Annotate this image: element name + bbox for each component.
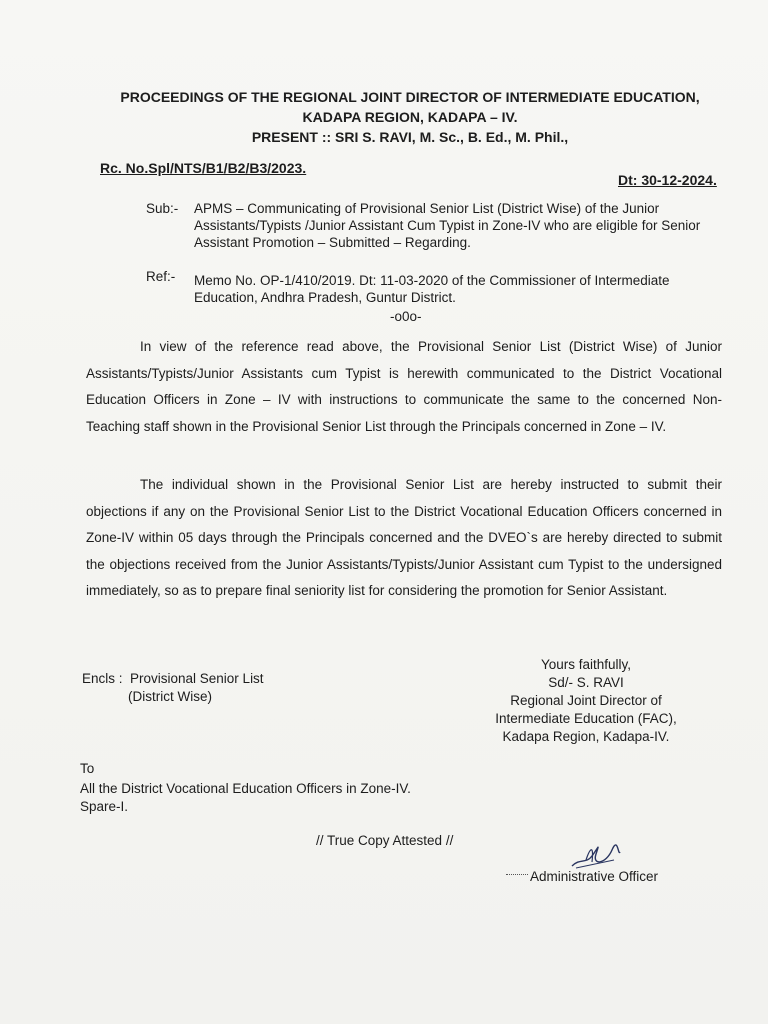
signature-line-5: Kadapa Region, Kadapa-IV.: [502, 729, 670, 744]
to-line-1: All the District Vocational Education Officers in Zone-IV.: [80, 781, 411, 796]
document-date: Dt: 30-12-2024.: [618, 172, 717, 188]
to-line-2: Spare-I.: [80, 799, 129, 814]
reference-text: [194, 272, 734, 306]
signature-line-2: Sd/- S. RAVI: [548, 675, 624, 690]
signature-line-1: Yours faithfully,: [540, 657, 632, 672]
paragraph-1-text: In view of the reference read above, the Provisional Senior List (District Wise) of Junior Assistants/Typists/Junior Assistants cum Typist is herewith communicated to the District Vocational Education Officers in Zone – IV with instructions to communicate the same to the concerned Non-Teaching staff shown in the Provisional Senior List through the Principals concerned in Zone – IV.: [86, 339, 722, 434]
subject-line-2: Assistants/Typists /Junior Assistant Cum Typist in Zone-IV who are eligible for Senior: [194, 218, 701, 233]
reference-number: Rc. No.Spl/NTS/B1/B2/B3/2023.: [100, 160, 307, 176]
body-paragraph-1: [86, 334, 722, 440]
enclosures-label: Encls :: [82, 671, 123, 686]
true-copy-attested: // True Copy Attested //: [316, 833, 454, 848]
enclosures-line-1: Provisional Senior List: [130, 671, 264, 686]
header-line-3: PRESENT :: SRI S. RAVI, M. Sc., B. Ed., M. Phil.,: [251, 129, 569, 145]
to-label: To: [80, 761, 95, 776]
header-line-2: KADAPA REGION, KADAPA – IV.: [302, 109, 518, 125]
subject-line-3: Assistant Promotion – Submitted – Regarding.: [194, 235, 471, 250]
header-line-1: PROCEEDINGS OF THE REGIONAL JOINT DIRECTOR OF INTERMEDIATE EDUCATION,: [120, 89, 700, 105]
signature-dots: [506, 874, 528, 875]
subject-label: Sub:-: [146, 201, 179, 216]
handwritten-signature: [566, 836, 622, 872]
officer-title: Administrative Officer: [530, 869, 659, 884]
subject-line-1: APMS – Communicating of Provisional Senior List (District Wise) of the Junior: [194, 201, 660, 216]
reference-line-2: Education, Andhra Pradesh, Guntur District.: [194, 290, 456, 305]
enclosures-line-2: (District Wise): [128, 689, 212, 704]
body-paragraph-2: [86, 472, 722, 605]
subject-text: [194, 200, 734, 251]
signature-block: [466, 656, 706, 746]
separator: -o0o-: [390, 309, 422, 324]
reference-label: Ref:-: [146, 269, 176, 284]
signature-line-4: Intermediate Education (FAC),: [495, 711, 677, 726]
paragraph-2-text: The individual shown in the Provisional Senior List are hereby instructed to submit their objections if any on the Provisional Senior List to the District Vocational Education Officers concerned in Zone-IV within 05 days through the Principals concerned and the DVEO`s are hereby directed to submit the objections received from the Junior Assistants/Typists/Junior Assistant cum Typist to the undersigned immediately, so as to prepare final seniority list for considering the promotion for Senior Assistant.: [86, 477, 722, 598]
reference-line-1: Memo No. OP-1/410/2019. Dt: 11-03-2020 of the Commissioner of Intermediate: [194, 273, 670, 288]
signature-line-3: Regional Joint Director of: [510, 693, 662, 708]
